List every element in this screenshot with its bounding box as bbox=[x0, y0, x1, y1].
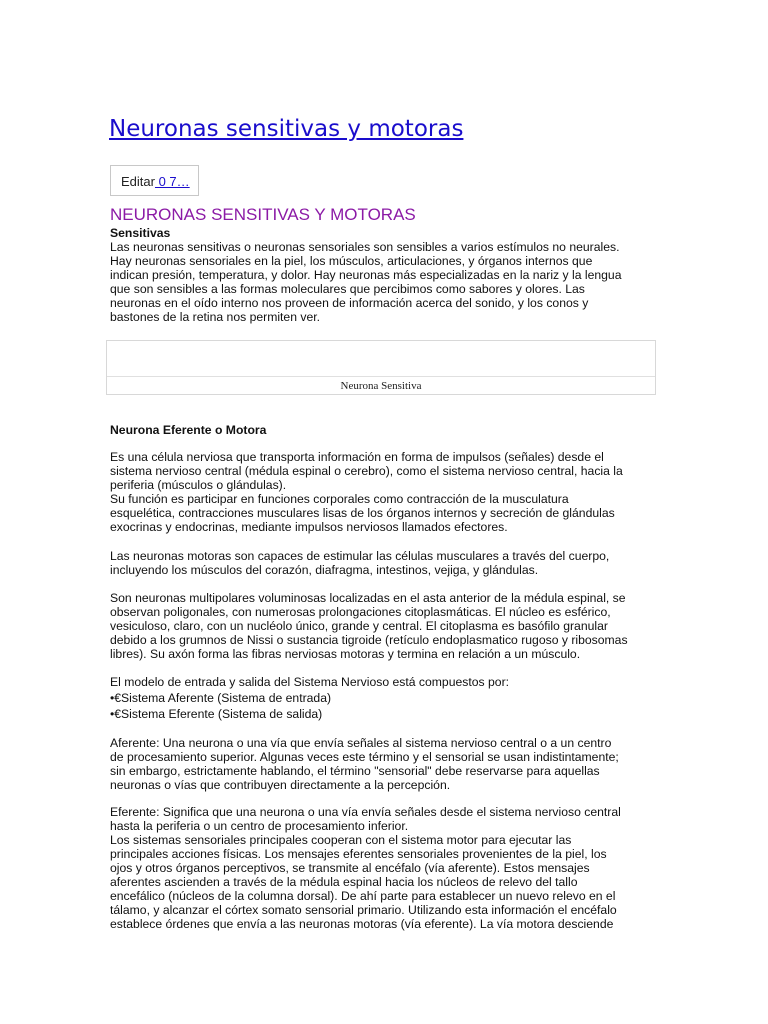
paragraph-line: tálamo, y alcanzar el córtex somato sensorial primario. Utilizando esta información el encéfalo bbox=[110, 903, 617, 917]
paragraph-line: incluyendo los músculos del corazón, diafragma, intestinos, vejiga, y glándulas. bbox=[110, 563, 539, 577]
edit-label: Editar bbox=[121, 174, 155, 189]
image-table bbox=[106, 340, 656, 395]
paragraph-line: Es una célula nerviosa que transporta información en forma de impulsos (señales) desde el bbox=[110, 450, 604, 464]
motora-paragraph bbox=[110, 805, 670, 931]
paragraph-line: libres). Su axón forma las fibras nerviosas motoras y termina en relación a un músculo. bbox=[110, 647, 581, 661]
sensitivas-line: Hay neuronas sensoriales en la piel, los músculos, articulaciones, y órganos internos que bbox=[110, 254, 593, 268]
paragraph-line: Los sistemas sensoriales principales cooperan con el sistema motor para ejecutar las bbox=[110, 833, 572, 847]
page-title[interactable]: Neuronas sensitivas y motoras bbox=[109, 116, 464, 142]
paragraph-line: vesiculoso, claro, con un nucléolo único, grande y central. El citoplasma es basófilo granular bbox=[110, 619, 608, 633]
motora-paragraph bbox=[110, 736, 670, 792]
paragraph-line: exocrinas y endocrinas, mediante impulsos nerviosos llamados efectores. bbox=[110, 520, 508, 534]
paragraph-line: observan poligonales, con numerosas prolongaciones citoplasmáticas. El núcleo es esférico, bbox=[110, 605, 611, 619]
sensitivas-line: bastones de la retina nos permiten ver. bbox=[110, 310, 321, 324]
list-item: •€Sistema Aferente (Sistema de entrada) bbox=[110, 691, 332, 705]
sensitivas-line: que son sensibles a las formas moleculares que percibimos como sabores y olores. Las bbox=[110, 282, 585, 296]
paragraph-line: Aferente: Una neurona o una vía que envía señales al sistema nervioso central o a un centro bbox=[110, 736, 612, 750]
sensitivas-line: neuronas en el oído interno nos proveen de información acerca del sonido, y los conos y bbox=[110, 296, 589, 310]
motora-paragraph bbox=[110, 675, 670, 721]
motora-paragraph bbox=[110, 591, 670, 661]
paragraph-line: sistema nervioso central (médula espinal o cerebro), como el sistema nervioso central, hacia la bbox=[110, 464, 623, 478]
paragraph-line: esquelética, contracciones musculares lisas de los órganos internos y secreción de glándulas bbox=[110, 506, 615, 520]
paragraph-line: hasta la periferia o un centro de procesamiento inferior. bbox=[110, 819, 409, 833]
image-placeholder bbox=[107, 341, 655, 377]
paragraph-line: periferia (músculos o glándulas). bbox=[110, 478, 287, 492]
motora-paragraph bbox=[110, 450, 670, 534]
paragraph-line: Eferente: Significa que una neurona o una vía envía señales desde el sistema nervioso central bbox=[110, 805, 621, 819]
edit-box bbox=[110, 165, 199, 196]
paragraph-line: ojos y otros órganos perceptivos, se transmite al encéfalo (vía aferente). Estos mensajes bbox=[110, 861, 590, 875]
paragraph-line: Son neuronas multipolares voluminosas localizadas en el asta anterior de la médula espinal, se bbox=[110, 591, 626, 605]
paragraph-line: establece órdenes que envía a las neuronas motoras (vía eferente). La vía motora desciende bbox=[110, 917, 614, 931]
paragraph-line: Su función es participar en funciones corporales como contracción de la musculatura bbox=[110, 492, 569, 506]
paragraph-line: encefálico (núcleos de la columna dorsal). De ahí parte para establecer un nuevo relevo en el bbox=[110, 889, 616, 903]
paragraph-line: Las neuronas motoras son capaces de estimular las células musculares a través del cuerpo, bbox=[110, 549, 610, 563]
paragraph-line: de procesamiento superior. Algunas veces este término y el sensorial se usan indistintamente; bbox=[110, 750, 619, 764]
motora-paragraph bbox=[110, 549, 670, 577]
paragraph-line: neuronas o vías que contribuyen directamente a la percepción. bbox=[110, 778, 451, 792]
paragraph-line: principales acciones físicas. Los mensajes eferentes sensoriales provenientes de la piel, los bbox=[110, 847, 607, 861]
list-item: •€Sistema Eferente (Sistema de salida) bbox=[110, 707, 323, 721]
sensitivas-heading: Sensitivas bbox=[110, 226, 171, 240]
sensitivas-section bbox=[110, 226, 670, 324]
sensitivas-line: Las neuronas sensitivas o neuronas sensoriales son sensibles a varios estímulos no neurales. bbox=[110, 240, 620, 254]
paragraph-line: sin embargo, estrictamente hablando, el término "sensorial" debe reservarse para aquellas bbox=[110, 764, 600, 778]
section-heading: NEURONAS SENSITIVAS Y MOTORAS bbox=[110, 205, 416, 224]
motora-heading: Neurona Eferente o Motora bbox=[110, 423, 267, 437]
sensitivas-line: indican presión, temperatura, y dolor. Hay neuronas más especializadas en la nariz y la lengua bbox=[110, 268, 622, 282]
image-caption: Neurona Sensitiva bbox=[340, 380, 422, 392]
motora-heading-block bbox=[110, 423, 670, 437]
paragraph-line: El modelo de entrada y salida del Sistema Nervioso está compuestos por: bbox=[110, 675, 510, 689]
paragraph-line: debido a los grumnos de Nissi o sustancia tigroide (retículo endoplasmatico rugoso y ribosomas bbox=[110, 633, 628, 647]
edit-link[interactable]: 0 7… bbox=[154, 174, 190, 189]
paragraph-line: aferentes ascienden a través de la médula espinal hacia los núcleos de relevo del tallo bbox=[110, 875, 578, 889]
